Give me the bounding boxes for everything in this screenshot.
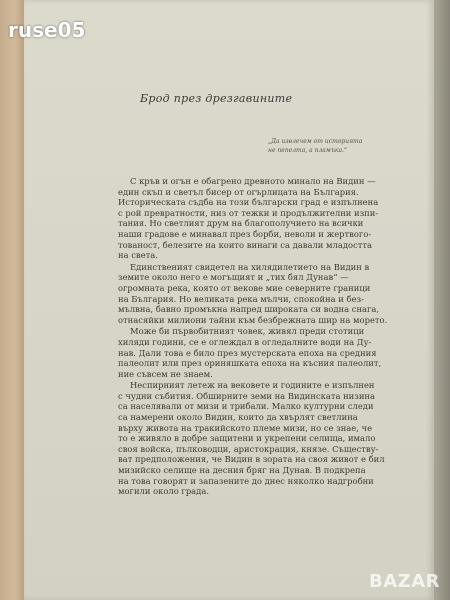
paragraph [118,262,388,326]
text-line: с рой превратности, низ от тежки и продължителни изпи- [118,207,379,218]
text-line: ние съвсем не знаем. [118,368,213,379]
text-line: хиляди години, се е оглеждал в огледалните води на Ду- [118,336,372,347]
text-line: Историческата съдба на този български град е изпълнена [118,197,379,208]
text-line: на това говорят и запазените до днес няколко надгробни [118,475,374,486]
text-line: тованост, белезите на които винаги са давали младостта [118,239,373,250]
paragraph [118,380,388,497]
text-line: върху живота на тракийското племе мизи, но се знае, че [118,422,373,433]
text-line: на България. Но великата река мълчи, спокойна и без- [118,293,364,304]
text-line: тания. Но светлият друм на благополучието на всички [118,218,364,229]
text-line: с чудни събития. Обширните земи на Видинската низина [118,390,375,401]
body-text [118,176,388,498]
text-line: Неспирният летеж на вековете и годините е изпълнен [130,380,375,391]
text-line: са населявали от мизи и трибали. Малко културни следи [118,401,374,412]
text-line: са намерени около Видин, които да хвърлят светлина [118,412,358,423]
text-line: един скъп и светъл бисер от огърлицата на България. [118,186,359,197]
seller-watermark: ruse05 [8,18,86,42]
text-line: нав. Дали това е било през мустерската епоха на средния [118,347,377,358]
text-line: наши градове е минавал през борби, неволи и жертвого- [118,228,372,239]
text-line: то е живяло в добре защитени и укрепени селища, имало [118,433,376,444]
paragraph [118,326,388,379]
book-spine-edge [0,0,26,600]
epigraph-line: „Да извлечем от историята [268,138,363,145]
text-line: мизийско селище на десния бряг на Дунав. В подкрепа [118,465,366,476]
page-right-shadow [434,0,450,600]
paragraph [118,176,388,261]
text-line: мълвна, бавно промъкна напред широката си водна снага, [118,304,380,315]
text-line: ват предположения, че Видин в зората на своя живот е бил [118,454,385,465]
text-line: могили около града. [118,486,209,497]
epigraph-line: не пепелта, а пламъка.“ [268,147,347,154]
text-line: огромната река, която от векове мие северните граници [118,282,371,293]
text-line: палеолит или през ориняшката епоха на късния палеолит, [118,358,382,369]
text-line: отнасяйки милиони тайни към безбрежната шир на морето. [118,314,388,325]
bazar-logo-watermark: BAZAR [369,571,440,592]
chapter-heading: Брод през дрезгавините [140,92,293,105]
text-line: на света. [118,250,158,261]
text-line: Единственият свидетел на хилядилетието на Видин в [130,261,370,272]
text-line: Може би първобитният човек, живял преди стотици [130,326,365,337]
epigraph [268,137,418,155]
text-line: С кръв и огън е обагрено древното минало на Видин — [130,176,376,186]
text-line: своя войска, пълководци, аристокрация, князе. Съществу- [118,443,379,454]
text-line: земите около него е могъщият и „тих бял Дунав“ — [118,272,349,283]
